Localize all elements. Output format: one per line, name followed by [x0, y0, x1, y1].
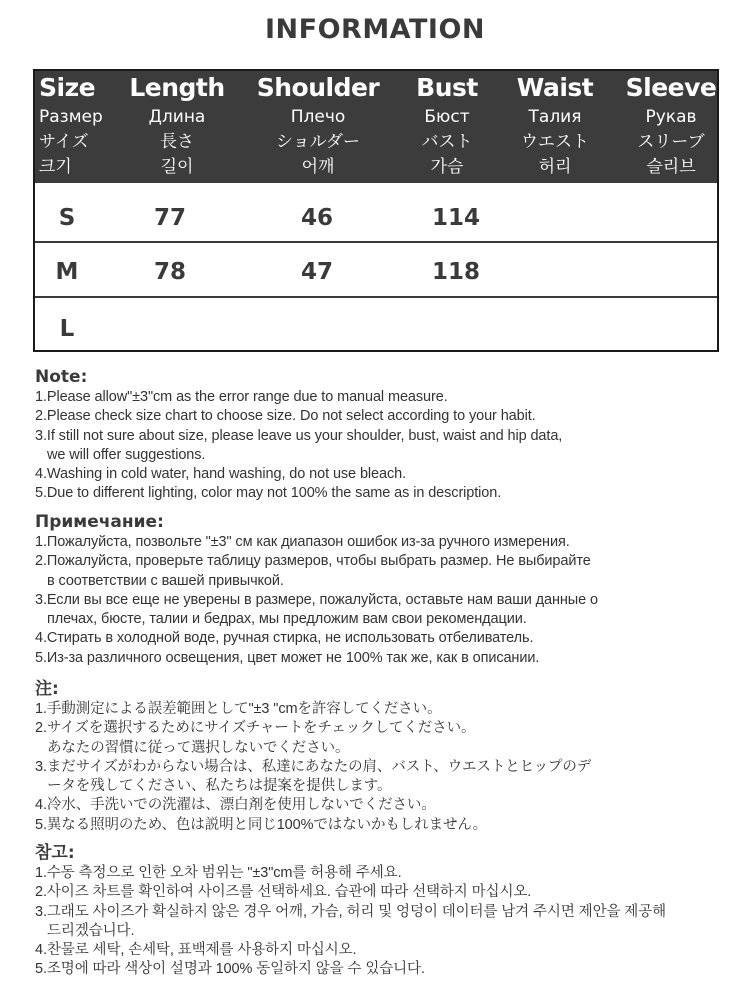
note-line: 1.Please allow"±3"cm as the error range due to manual measure.	[35, 389, 448, 405]
note-line: 2.サイズを選択するためにサイズチャートをチェックしてください。	[35, 720, 476, 737]
size-chart-table	[33, 69, 719, 352]
column-header-size: Size Размер サイズ 크기	[39, 73, 103, 177]
note-line: 1.수동 측정으로 인한 오차 범위는 "±3"cm를 허용해 주세요.	[35, 865, 402, 881]
note-line: 4.찬물로 세탁, 손세탁, 표백제를 사용하지 마십시오.	[35, 942, 357, 959]
note-line: 5.異なる照明のため、色は説明と同じ100%ではないかもしれません。	[35, 816, 488, 833]
cell-size: L	[59, 316, 75, 342]
note-line: 1.Пожалуйста, позвольте "±3" см как диапазон ошибок из-за ручного измерения.	[35, 534, 570, 550]
column-header-waist: Waist Талия ウエスト 허리	[516, 73, 594, 177]
notes-heading: Note:	[35, 367, 88, 387]
table-row	[35, 183, 717, 241]
notes-heading: Примечание:	[35, 512, 164, 532]
note-line: 5.조명에 따라 색상이 설명과 100% 동일하지 않을 수 있습니다.	[35, 961, 425, 978]
cell-bust: 118	[431, 259, 480, 285]
note-line: ータを残してください、私たちは提案を提供します。	[47, 778, 392, 795]
notes-english	[35, 366, 735, 504]
note-line: 5.Due to different lighting, color may not 100% the same as in description.	[35, 485, 502, 502]
note-line: あなたの習慣に従って選択しないでください。	[47, 739, 350, 756]
column-header-length: Length Длина 長さ 길이	[129, 73, 225, 177]
note-line: 3.Если вы все еще не уверены в размере, пожалуйста, оставьте нам ваши данные о	[35, 591, 598, 608]
cell-size: M	[55, 259, 79, 285]
cell-shoulder: 47	[300, 259, 333, 285]
cell-length: 77	[153, 205, 186, 231]
note-line: 3.If still not sure about size, please leave us your shoulder, bust, waist and hip data,	[35, 427, 563, 444]
note-line: в соответствии с вашей привычкой.	[47, 572, 284, 589]
notes-heading: 참고:	[35, 843, 75, 863]
note-line: 2.사이즈 차트를 확인하여 사이즈를 선택하세요. 습관에 따라 선택하지 마십시오.	[35, 884, 532, 901]
column-header-bust: Bust Бюст バスト 가슴	[416, 73, 478, 177]
notes-korean	[35, 842, 735, 980]
notes-heading: 注:	[35, 679, 59, 699]
column-header-sleeve: Sleeve Рукав スリーブ 슬리브	[625, 73, 717, 177]
note-line: 5.Из-за различного освещения, цвет может не 100% так же, как в описании.	[35, 649, 540, 666]
cell-size: S	[58, 205, 76, 231]
cell-bust: 114	[431, 205, 480, 231]
note-line: we will offer suggestions.	[47, 446, 206, 463]
note-line: 3.그래도 사이즈가 확실하지 않은 경우 어깨, 가슴, 허리 및 엉덩이 데이터를 남겨 주시면 제안을 제공해	[35, 903, 667, 920]
page-title: INFORMATION	[264, 14, 485, 45]
table-header	[35, 71, 717, 183]
note-line: 4.Стирать в холодной воде, ручная стирка, не использовать отбеливатель.	[35, 630, 534, 647]
cell-shoulder: 46	[300, 205, 333, 231]
note-line: 2.Please check size chart to choose size. Do not select according to your habit.	[35, 408, 536, 425]
notes-japanese	[35, 678, 735, 835]
table-row	[35, 241, 717, 296]
cell-length: 78	[153, 259, 186, 285]
notes-russian	[35, 511, 735, 668]
note-line: 4.Washing in cold water, hand washing, do not use bleach.	[35, 466, 407, 483]
column-header-shoulder: Shoulder Плечо ショルダー 어깨	[256, 73, 380, 177]
table-row	[35, 296, 717, 350]
note-line: плечах, бюсте, талии и бедрах, мы предложим вам свои рекомендации.	[47, 611, 527, 628]
note-line: 드리겠습니다.	[47, 922, 135, 939]
note-line: 1.手動測定による誤差範囲として"±3 "cmを許容してください。	[35, 701, 442, 717]
note-line: 2.Пожалуйста, проверьте таблицу размеров, чтобы выбрать размер. Не выбирайте	[35, 553, 591, 570]
note-line: 3.まだサイズがわからない場合は、私達にあなたの肩、バスト、ウエストとヒップのデ	[35, 758, 592, 775]
note-line: 4.冷水、手洗いでの洗濯は、漂白剤を使用しないでください。	[35, 797, 436, 814]
